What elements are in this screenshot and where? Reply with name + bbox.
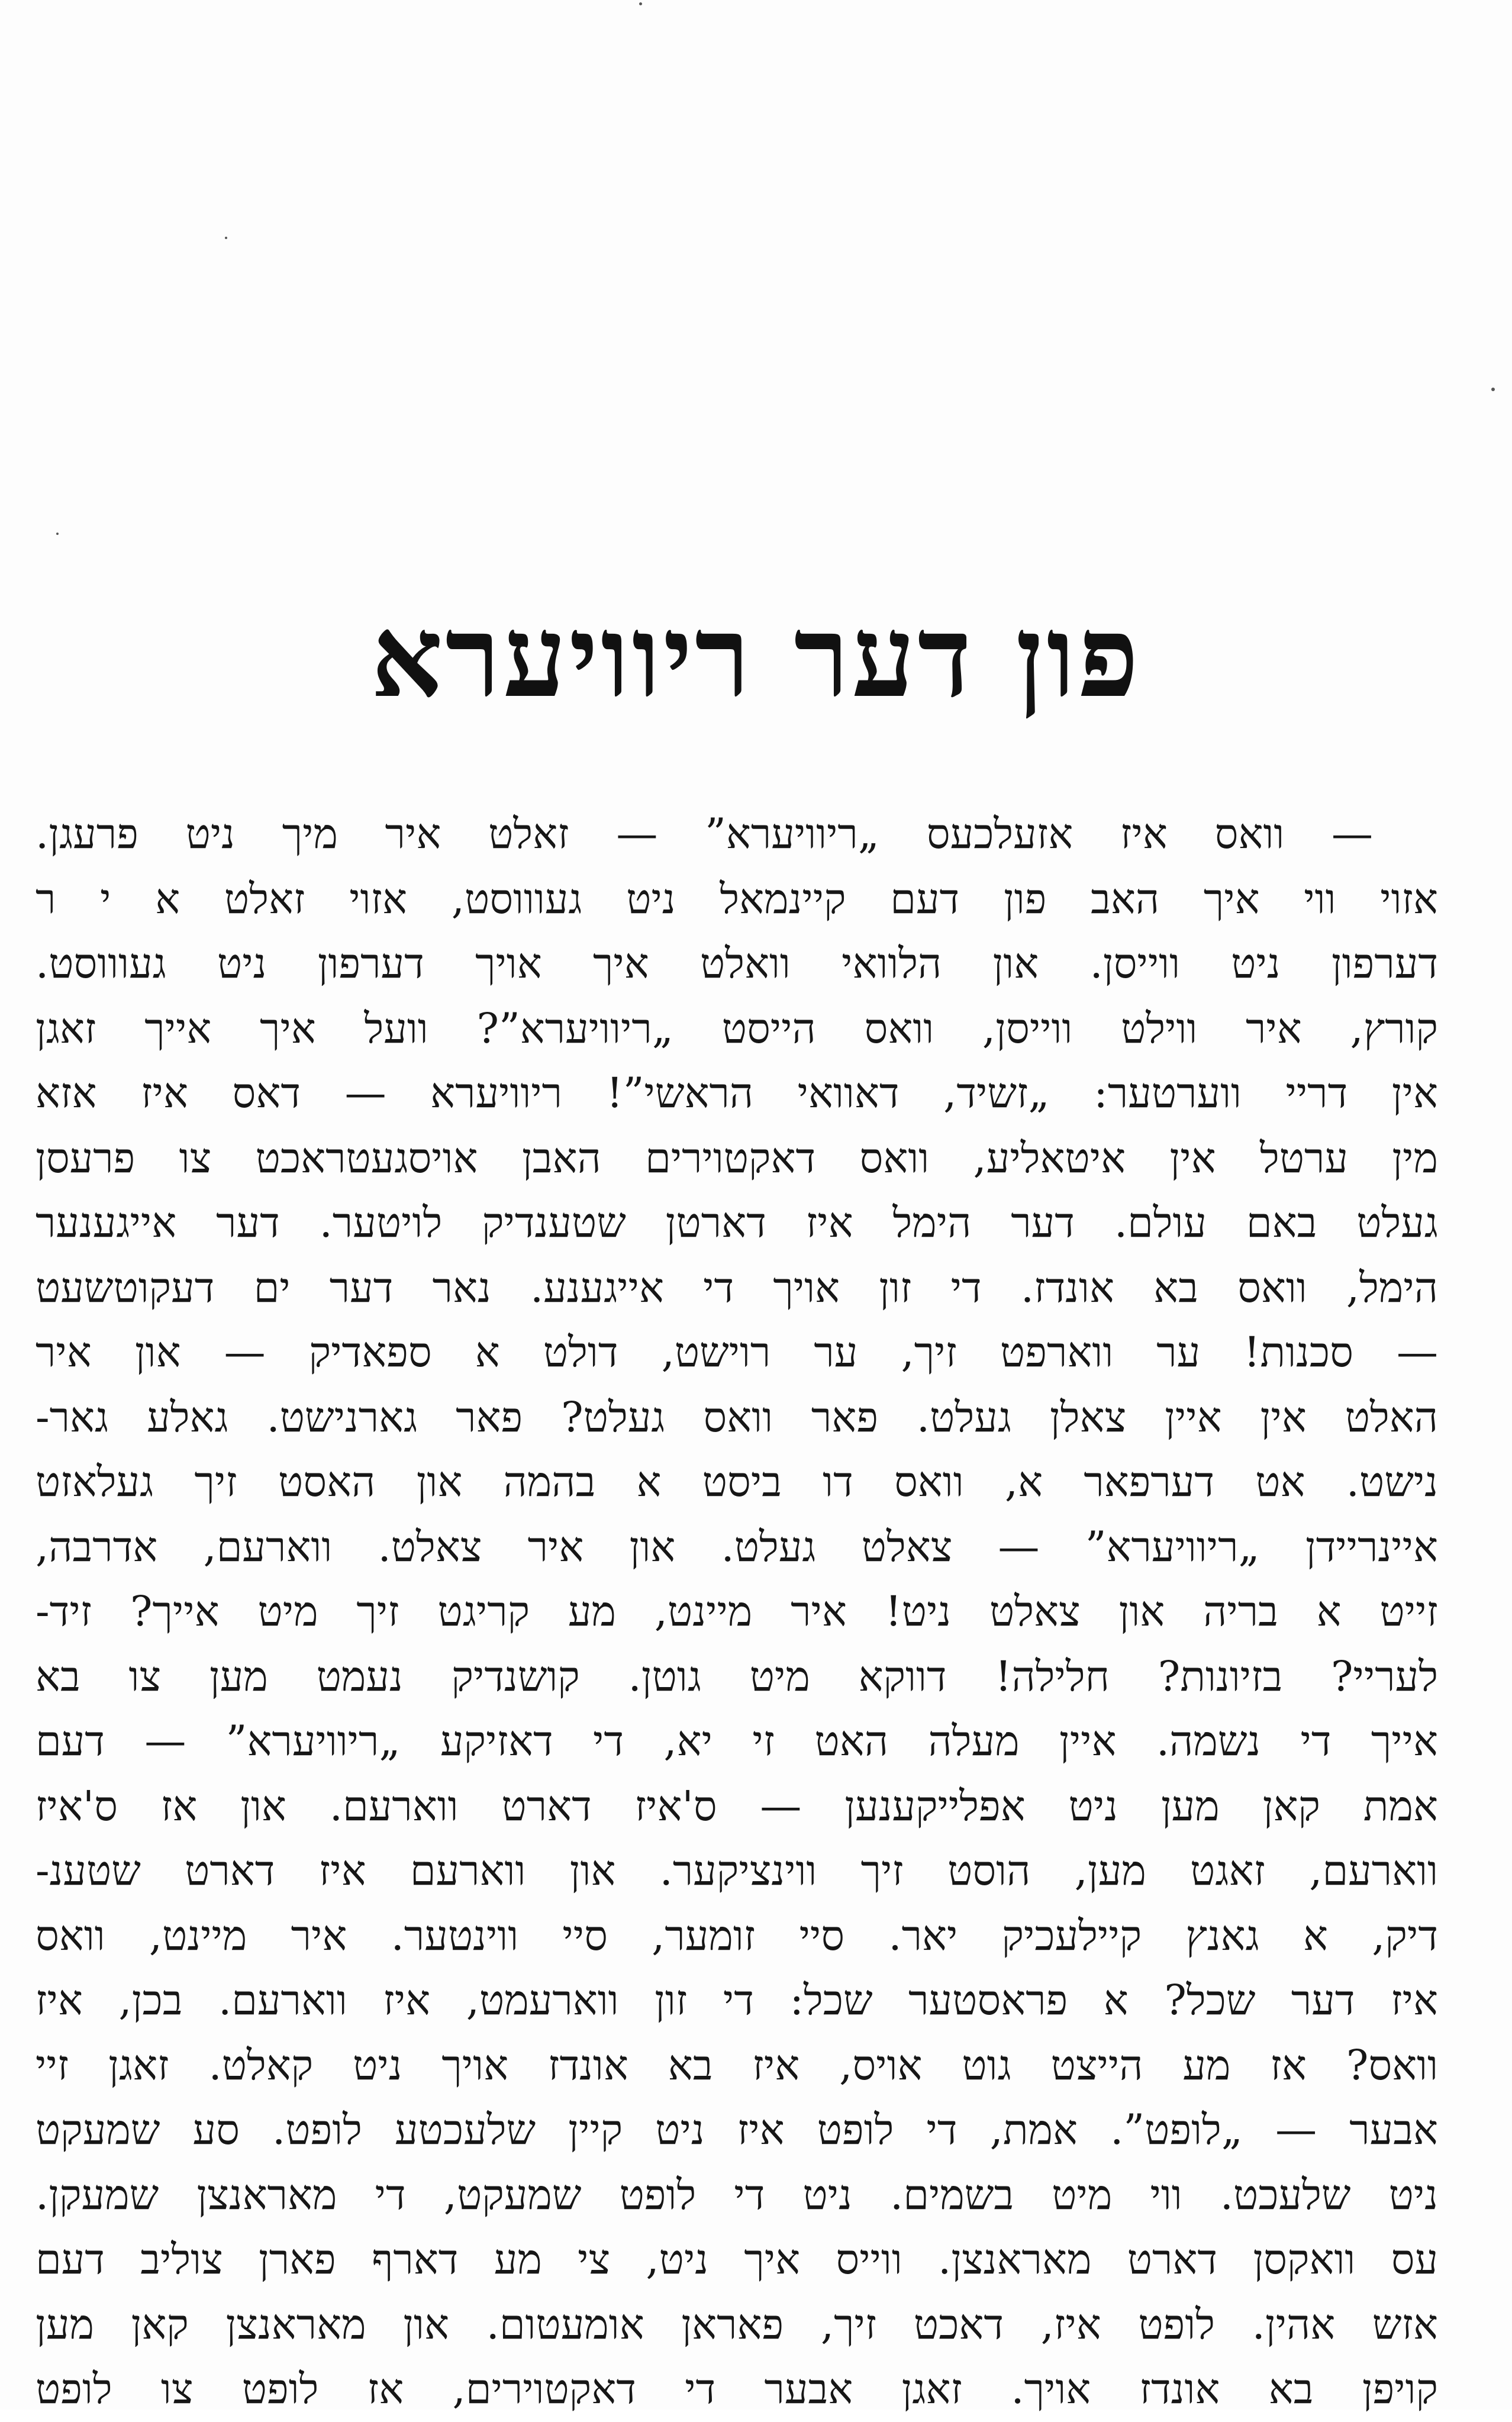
text-line: אזוי ווי איך האב פון דעם קיינמאל ניט געוווסט, אזוי זאלט א י ר bbox=[36, 874, 1438, 923]
body-text bbox=[36, 802, 1438, 2422]
text-line: — וואס איז אזעלכעס „ריוויערא” — זאלט איר מיך ניט פרעגן. bbox=[36, 810, 1373, 858]
text-line: עס וואקסן דארט מאראנצן. ווייס איך ניט, צי מע דארף פארן צוליב דעם bbox=[36, 2235, 1438, 2284]
text-line: האלט אין איין צאלן געלט. פאר וואס געלט? פאר גארנישט. גאלע גאר- bbox=[36, 1392, 1438, 1441]
text-line: אין דריי ווערטער: „זשיד, דאוואי הראשי”! ריוויערא — דאס איז אזא bbox=[36, 1069, 1438, 1117]
scan-speck bbox=[56, 533, 59, 535]
text-line: אזש אהין. לופט איז, דאכט זיך, פאראן אומעטום. און מאראנצן קאן מען bbox=[36, 2300, 1438, 2349]
text-line: ווארעם, זאגט מען, הוסט זיך ווינציקער. און ווארעם איז דארט שטענ- bbox=[36, 1846, 1438, 1895]
text-line: זייט א בריה און צאלט ניט! איר מיינט, מע קריגט זיך מיט אייך? זיד- bbox=[36, 1587, 1438, 1636]
scan-speck bbox=[1491, 388, 1495, 391]
text-line: געלט באם עולם. דער הימל איז דארטן שטענדיק לויטער. דער אייגענער bbox=[36, 1198, 1438, 1247]
text-line: נישט. אט דערפאר א, וואס דו ביסט א בהמה און האסט זיך געלאזט bbox=[36, 1457, 1438, 1506]
text-line: אמת קאן מען ניט אפלייקענען — ס'איז דארט ווארעם. און אז ס'איז bbox=[36, 1781, 1438, 1830]
text-line: וואס? אז מע הייצט גוט אויס, איז בא אונדז אויך ניט קאלט. זאגן זיי bbox=[36, 2040, 1438, 2089]
text-line: קויפן בא אונדז אויך. זאגן אבער די דאקטוירים, אז לופט צו לופט bbox=[36, 2365, 1438, 2413]
text-line: דיק, א גאנץ קיילעכיק יאר. סיי זומער, סיי ווינטער. איר מיינט, וואס bbox=[36, 1911, 1438, 1960]
scan-speck bbox=[225, 237, 227, 239]
text-line: קורץ, איר ווילט ווייסן, וואס הייסט „ריוויערא”? וועל איך אייך זאגן bbox=[36, 1004, 1438, 1053]
chapter-title: פון דער ריוויערא bbox=[370, 591, 1142, 723]
text-line: אייך די נשמה. איין מעלה האט זי יא, די דאזיקע „ריוויערא” — דעם bbox=[36, 1717, 1438, 1765]
text-line: דערפון ניט ווייסן. און הלוואי וואלט איך אויך דערפון ניט געוווסט. bbox=[36, 939, 1438, 988]
scan-speck bbox=[639, 2, 642, 5]
text-line: איז דער שכל? א פראסטער שכל: די זון ווארעמט, איז ווארעם. בכן, איז bbox=[36, 1976, 1438, 2024]
text-line: — סכנות! ער ווארפט זיך, ער רוישט, דולט א ספאדיק — און איר bbox=[36, 1328, 1438, 1376]
text-line: הימל, וואס בא אונדז. די זון אויך די אייגענע. נאר דער ים דעקוטשעט bbox=[36, 1263, 1438, 1312]
text-line: אבער — „לופט”. אמת, די לופט איז ניט קיין שלעכטע לופט. סע שמעקט bbox=[36, 2105, 1438, 2154]
text-line: איינריידן „ריוויערא” — צאלט געלט. און איר צאלט. ווארעם, אדרבה, bbox=[36, 1522, 1438, 1571]
text-line: לעריי? בזיונות? חלילה! דווקא מיט גוטן. קושנדיק נעמט מען צו בא bbox=[36, 1652, 1438, 1701]
text-line: ניט שלעכט. ווי מיט בשמים. ניט די לופט שמעקט, די מאראנצן שמעקן. bbox=[36, 2170, 1438, 2219]
text-line: מין ערטל אין איטאליע, וואס דאקטוירים האבן אויסגעטראכט צו פרעסן bbox=[36, 1133, 1438, 1182]
